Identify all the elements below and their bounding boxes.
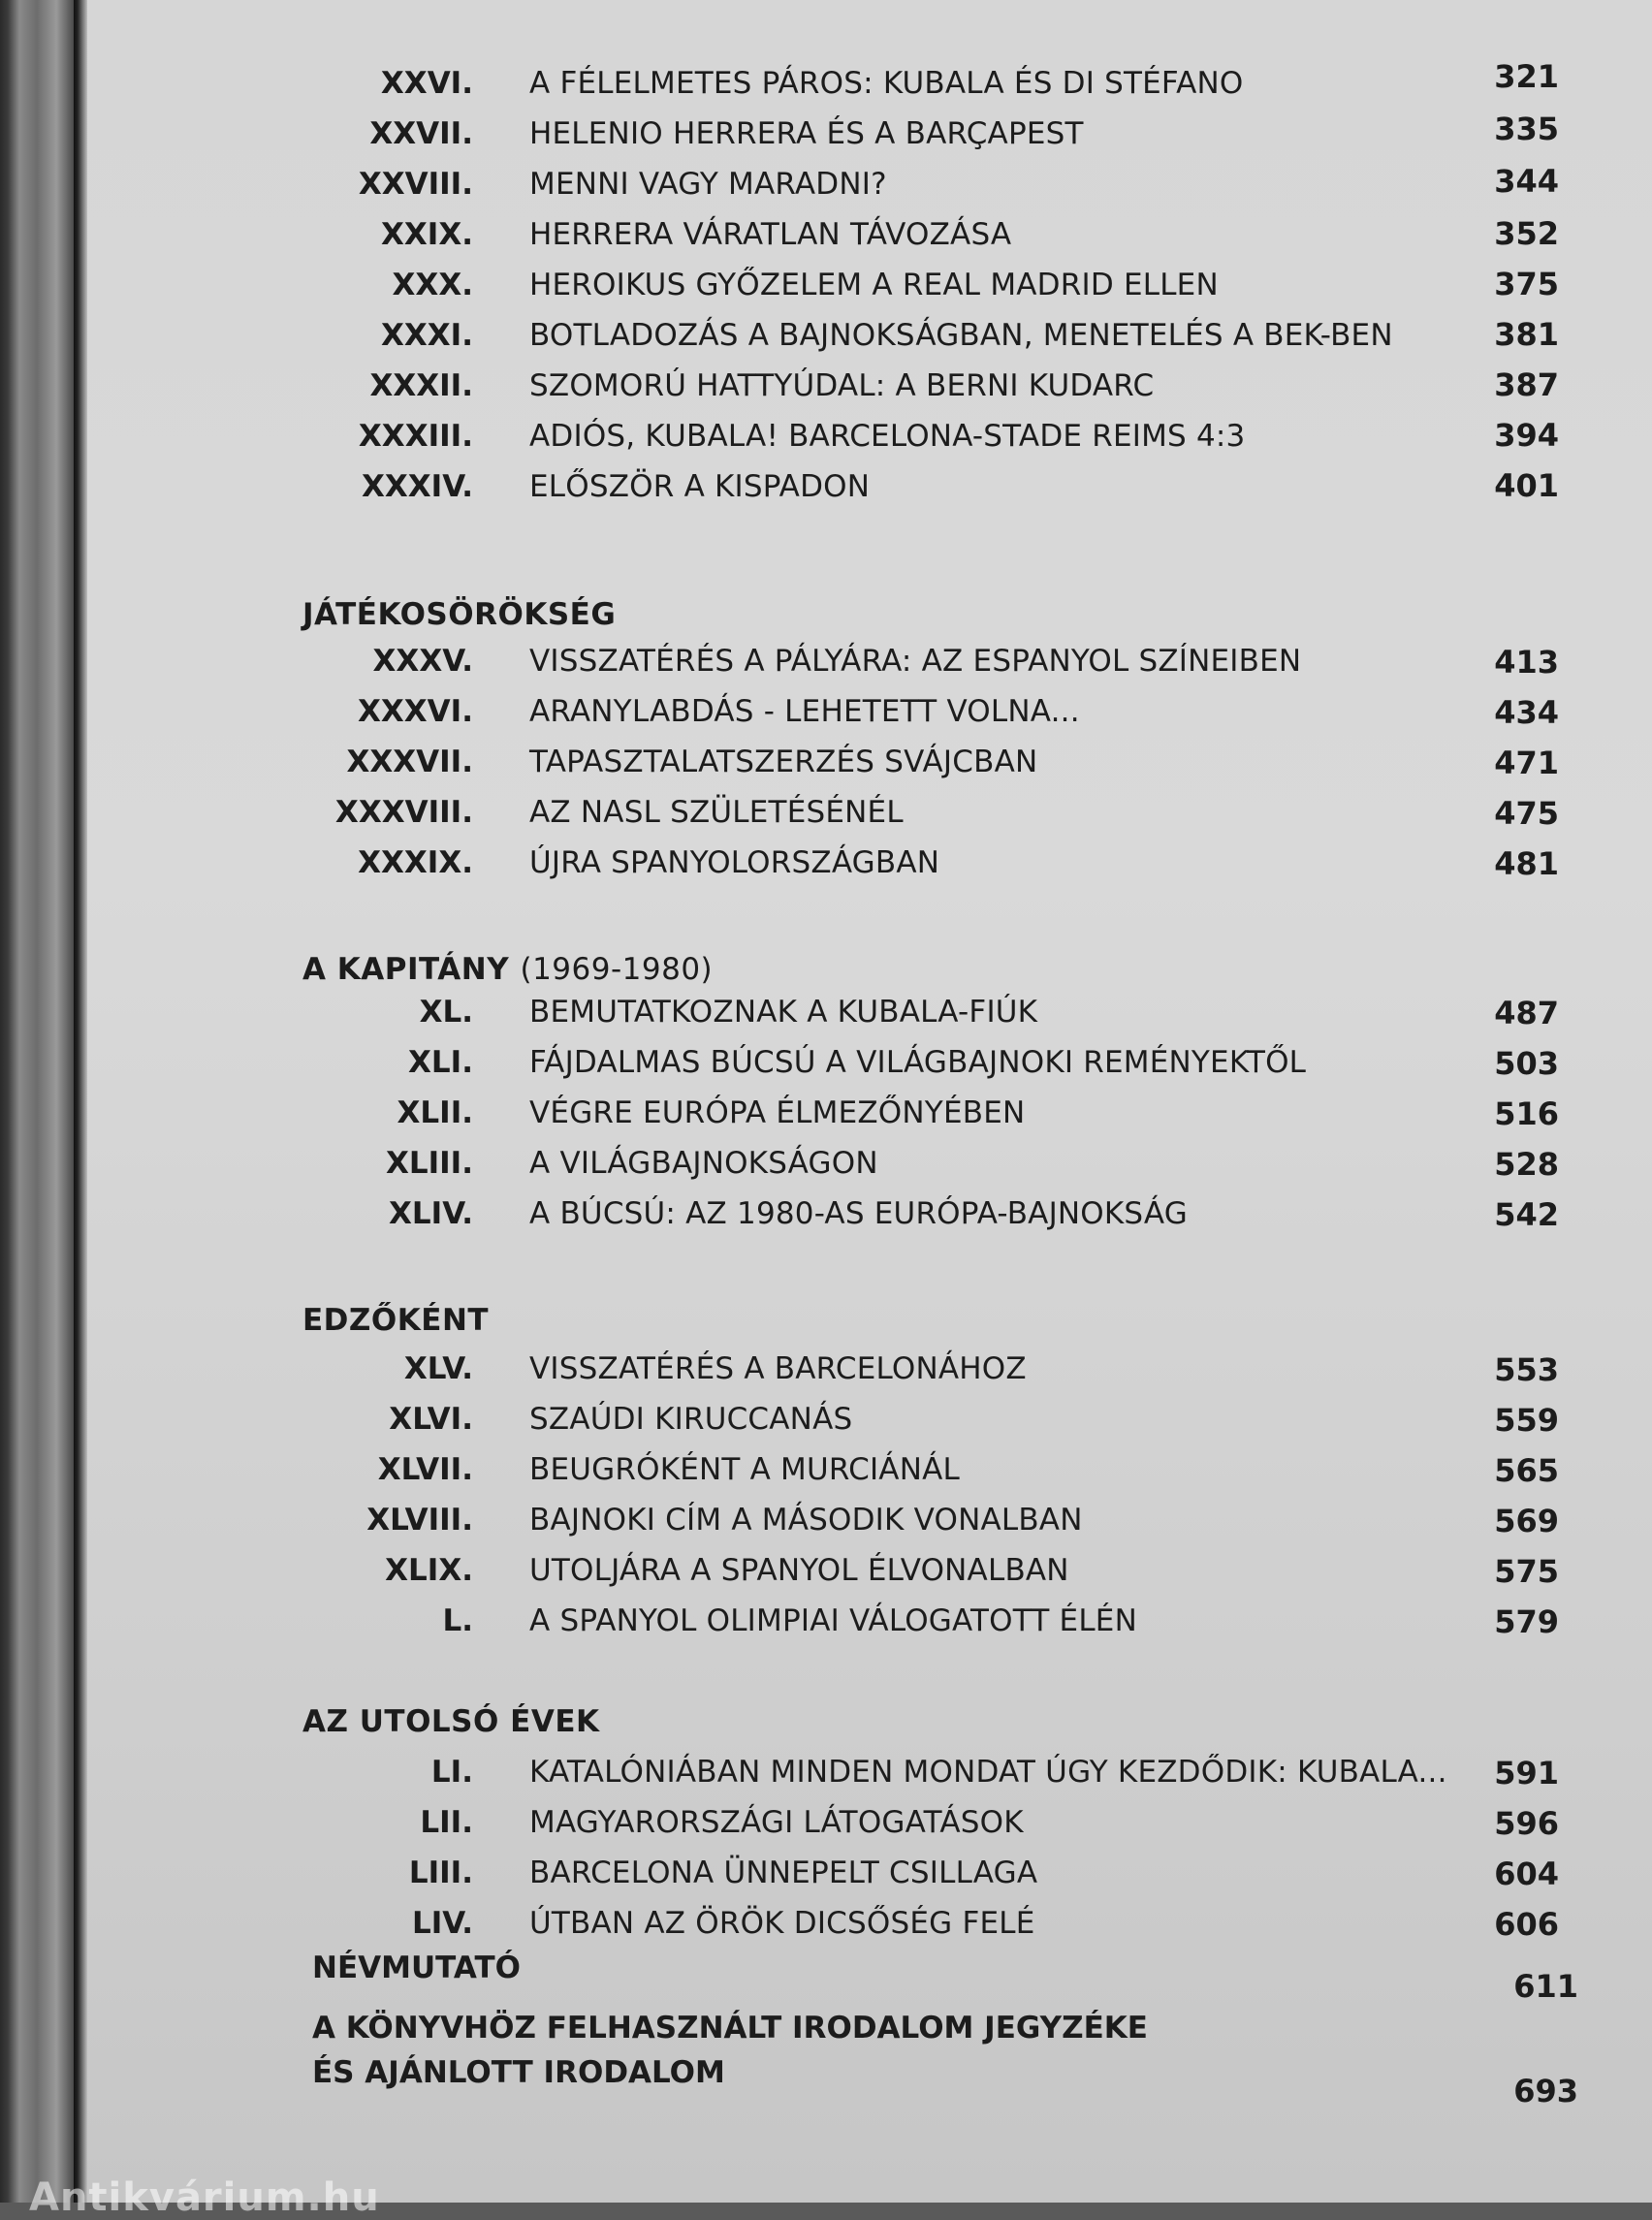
toc-entry (0, 795, 1652, 838)
chapter-title: A FÉLELMETES PÁROS: KUBALA ÉS DI STÉFANO (529, 66, 1244, 101)
chapter-number: XXXIII. (358, 419, 473, 454)
page-number: 413 (1494, 644, 1559, 681)
chapter-number: XLV. (403, 1351, 473, 1386)
chapter-number: LI. (430, 1755, 473, 1790)
chapter-number: XXXVII. (346, 745, 473, 779)
toc-entry (0, 995, 1652, 1037)
chapter-title: AZ NASL SZÜLETÉSÉNÉL (529, 795, 904, 830)
toc-entry (0, 1452, 1652, 1495)
chapter-number: XLI. (408, 1045, 473, 1080)
section-heading: EDZŐKÉNT (302, 1303, 490, 1338)
chapter-title: HELENIO HERRERA ÉS A BARÇAPEST (529, 116, 1084, 151)
page-number: 475 (1494, 795, 1559, 832)
chapter-number: XXVIII. (358, 167, 473, 202)
page-number: 579 (1494, 1603, 1559, 1640)
chapter-title: MAGYARORSZÁGI LÁTOGATÁSOK (529, 1805, 1024, 1840)
bibliography-label-line1: A KÖNYVHÖZ FELHASZNÁLT IRODALOM JEGYZÉKE (312, 2011, 1148, 2046)
bibliography-entry (0, 2073, 1652, 2115)
toc-entry (0, 745, 1652, 787)
toc-entry (0, 1095, 1652, 1138)
page-number: 335 (1494, 111, 1559, 147)
chapter-number: XXIX. (380, 217, 473, 252)
section-heading: JÁTÉKOSÖRÖKSÉG (302, 597, 617, 632)
section-heading-years: (1969-1980) (520, 952, 714, 987)
bibliography-page-number: 693 (1513, 2073, 1578, 2109)
chapter-number: XXXVIII. (334, 795, 473, 830)
chapter-number: L. (442, 1603, 473, 1638)
page-number: 481 (1494, 845, 1559, 882)
page-number: 503 (1494, 1045, 1559, 1082)
chapter-title: A VILÁGBAJNOKSÁGON (529, 1146, 878, 1181)
chapter-title: HEROIKUS GYŐZELEM A REAL MADRID ELLEN (529, 268, 1219, 302)
toc-entry (0, 268, 1652, 310)
page-number: 575 (1494, 1553, 1559, 1590)
chapter-title: A SPANYOL OLIMPIAI VÁLOGATOTT ÉLÉN (529, 1603, 1137, 1638)
page-number: 565 (1494, 1452, 1559, 1489)
section-heading: AZ UTOLSÓ ÉVEK (302, 1704, 600, 1739)
page-number: 387 (1494, 366, 1559, 403)
toc-entry (0, 1351, 1652, 1394)
chapter-number: XLIV. (389, 1196, 473, 1231)
page-number: 381 (1494, 316, 1559, 353)
chapter-title: MENNI VAGY MARADNI? (529, 167, 887, 202)
index-entry (0, 1968, 1652, 2011)
chapter-title: HERRERA VÁRATLAN TÁVOZÁSA (529, 217, 1012, 252)
chapter-title: ÚJRA SPANYOLORSZÁGBAN (529, 845, 940, 880)
page-number: 569 (1494, 1503, 1559, 1539)
chapter-number: XLIX. (385, 1553, 473, 1588)
chapter-number: XXXV. (372, 644, 473, 679)
chapter-number: LIV. (411, 1906, 473, 1941)
toc-entry (0, 694, 1652, 737)
page-number: 528 (1494, 1146, 1559, 1183)
toc-entry (0, 1503, 1652, 1545)
page-number: 344 (1494, 163, 1559, 200)
chapter-title: ADIÓS, KUBALA! BARCELONA-STADE REIMS 4:3 (529, 419, 1246, 454)
chapter-number: XLIII. (385, 1146, 473, 1181)
chapter-number: XLVII. (377, 1452, 473, 1487)
toc-entry (0, 1196, 1652, 1239)
toc-entry (0, 163, 1652, 209)
section-heading-text: A KAPITÁNY (302, 952, 510, 987)
chapter-number: XXXVI. (357, 694, 473, 729)
page-number: 606 (1494, 1906, 1559, 1943)
chapter-title: BOTLADOZÁS A BAJNOKSÁGBAN, MENETELÉS A BEK-BEN (529, 318, 1393, 353)
chapter-title: SZAÚDI KIRUCCANÁS (529, 1402, 853, 1437)
page-number: 516 (1494, 1095, 1559, 1132)
toc-entry (0, 111, 1652, 159)
page-number: 591 (1494, 1755, 1559, 1792)
toc-entry (0, 1045, 1652, 1088)
chapter-number: XLII. (397, 1095, 473, 1130)
page-number: 553 (1494, 1351, 1559, 1388)
chapter-number: XXXIV. (361, 469, 473, 504)
page-number: 596 (1494, 1805, 1559, 1842)
chapter-number: XLVIII. (366, 1503, 473, 1538)
chapter-number: XXXIX. (358, 845, 473, 880)
chapter-title: SZOMORÚ HATTYÚDAL: A BERNI KUDARC (529, 368, 1155, 403)
chapter-number: XXVI. (380, 66, 473, 101)
page-number: 394 (1494, 417, 1559, 454)
toc-entry (0, 1146, 1652, 1189)
toc-entry (0, 368, 1652, 411)
toc-entry (0, 217, 1652, 260)
chapter-number: XXXII. (369, 368, 473, 403)
watermark: Antikvárium.hu (29, 2175, 380, 2220)
toc-entry (0, 1805, 1652, 1848)
page-number: 487 (1494, 995, 1559, 1031)
chapter-title: VISSZATÉRÉS A BARCELONÁHOZ (529, 1351, 1027, 1386)
chapter-number: LIII. (408, 1855, 473, 1890)
page-number: 321 (1494, 58, 1559, 95)
chapter-title: VISSZATÉRÉS A PÁLYÁRA: AZ ESPANYOL SZÍNEIBEN (529, 644, 1302, 679)
toc-entry (0, 1553, 1652, 1596)
index-label: NÉVMUTATÓ (312, 1950, 521, 1985)
chapter-title: FÁJDALMAS BÚCSÚ A VILÁGBAJNOKI REMÉNYEKTŐL (529, 1045, 1307, 1080)
toc-entry (0, 318, 1652, 361)
chapter-title: BEUGRÓKÉNT A MURCIÁNÁL (529, 1452, 960, 1487)
toc-entry (0, 1906, 1652, 1949)
chapter-title: TAPASZTALATSZERZÉS SVÁJCBAN (529, 745, 1038, 779)
chapter-title: ARANYLABDÁS - LEHETETT VOLNA... (529, 694, 1080, 729)
chapter-number: XLVI. (389, 1402, 473, 1437)
chapter-title: BEMUTATKOZNAK A KUBALA-FIÚK (529, 995, 1038, 1030)
page-number: 352 (1494, 215, 1559, 252)
chapter-title: ÚTBAN AZ ÖRÖK DICSŐSÉG FELÉ (529, 1906, 1035, 1941)
chapter-number: XL. (419, 995, 473, 1030)
toc-entry (0, 1855, 1652, 1898)
chapter-title: A BÚCSÚ: AZ 1980-AS EURÓPA-BAJNOKSÁG (529, 1196, 1188, 1231)
toc-entry (0, 419, 1652, 461)
toc-entry (0, 469, 1652, 512)
toc-entry (0, 1603, 1652, 1646)
index-page-number: 611 (1513, 1968, 1578, 2005)
page-number: 401 (1494, 467, 1559, 504)
toc-entry (0, 644, 1652, 686)
page-number: 471 (1494, 745, 1559, 781)
chapter-title: BAJNOKI CÍM A MÁSODIK VONALBAN (529, 1503, 1083, 1538)
chapter-number: LII. (420, 1805, 473, 1840)
toc-entry (0, 845, 1652, 888)
bibliography-label-line2: ÉS AJÁNLOTT IRODALOM (312, 2055, 725, 2090)
page-number: 542 (1494, 1196, 1559, 1233)
page-number: 434 (1494, 694, 1559, 731)
page-number: 559 (1494, 1402, 1559, 1439)
chapter-title: VÉGRE EURÓPA ÉLMEZŐNYÉBEN (529, 1095, 1026, 1130)
section-heading (302, 952, 713, 987)
chapter-title: UTOLJÁRA A SPANYOL ÉLVONALBAN (529, 1553, 1069, 1588)
chapter-number: XXX. (392, 268, 473, 302)
toc-entry (0, 1402, 1652, 1444)
toc-entry (0, 58, 1652, 109)
chapter-title: ELŐSZÖR A KISPADON (529, 469, 871, 504)
toc-entry (0, 1755, 1652, 1797)
chapter-number: XXXI. (380, 318, 473, 353)
page-number: 375 (1494, 266, 1559, 302)
chapter-title: KATALÓNIÁBAN MINDEN MONDAT ÚGY KEZDŐDIK: KUBALA... (529, 1755, 1447, 1790)
page-number: 604 (1494, 1855, 1559, 1892)
chapter-number: XXVII. (369, 116, 473, 151)
chapter-title: BARCELONA ÜNNEPELT CSILLAGA (529, 1855, 1038, 1890)
